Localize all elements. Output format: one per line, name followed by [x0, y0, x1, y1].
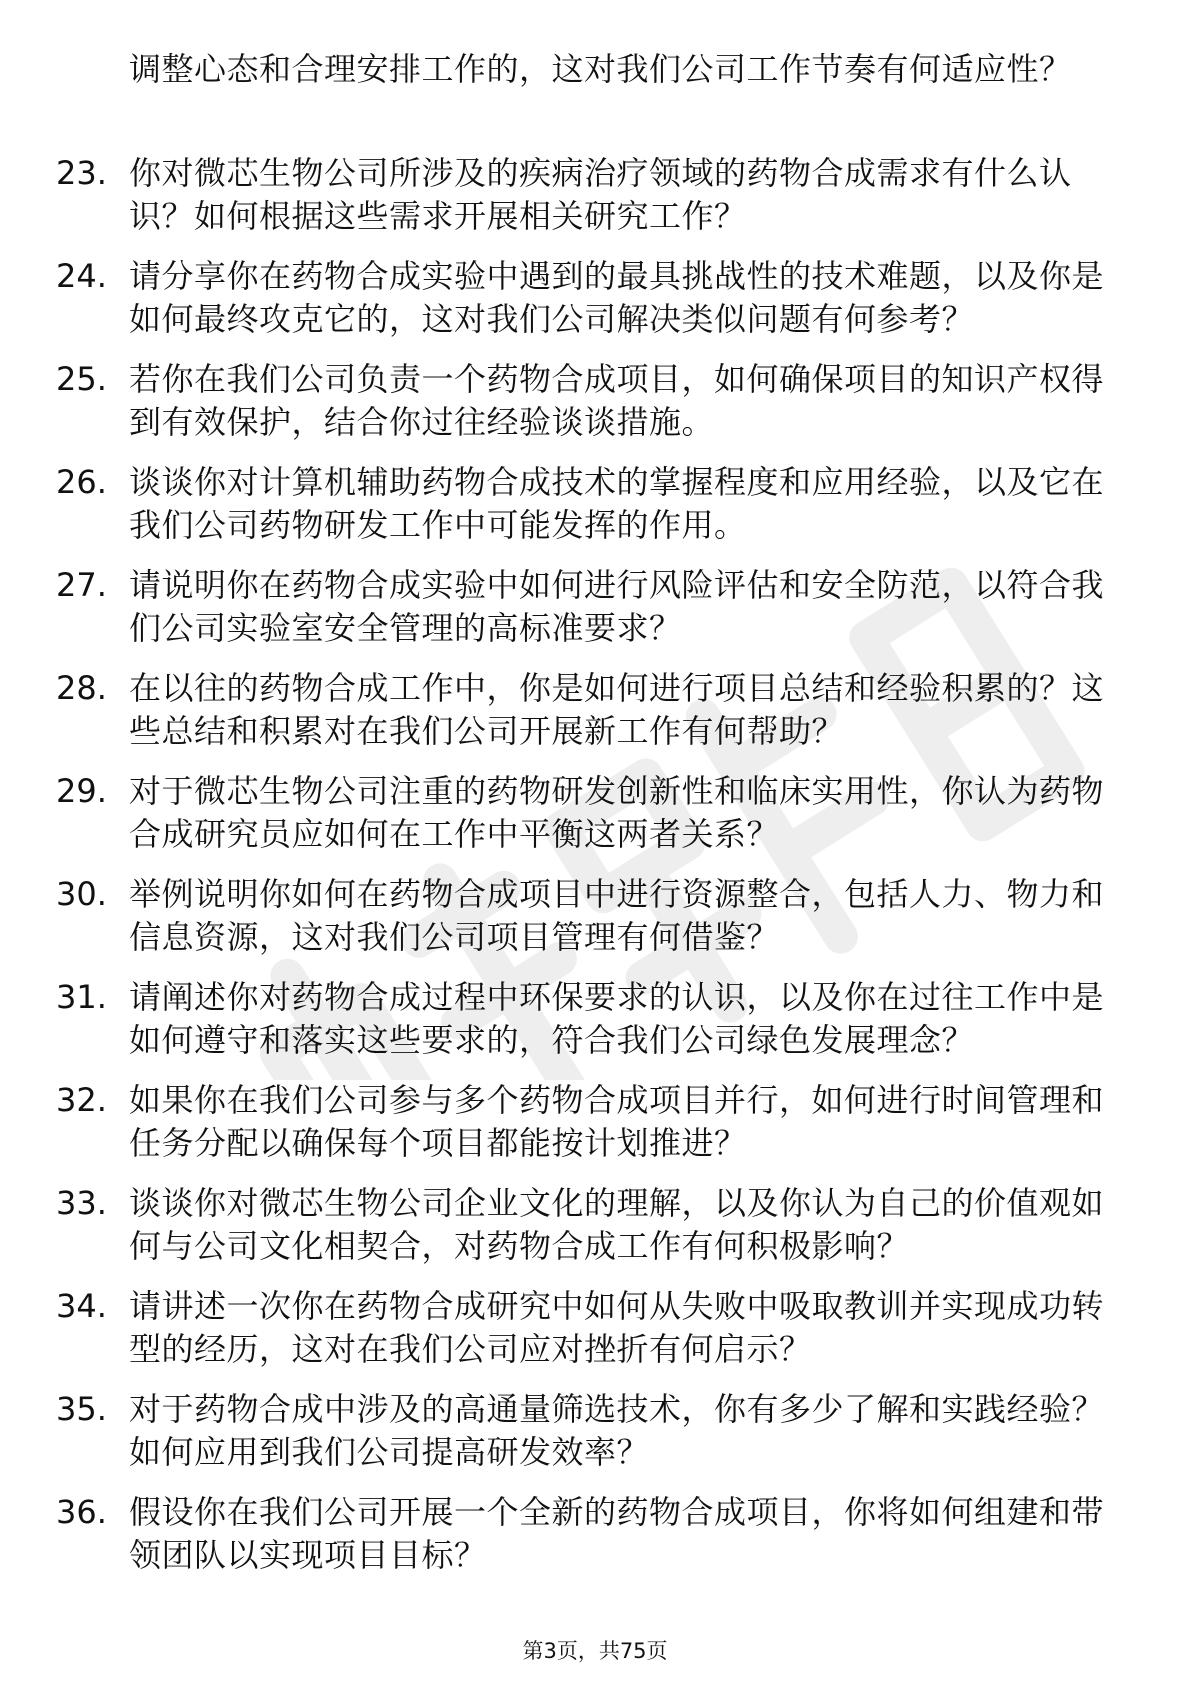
- list-item: [56, 461, 1136, 564]
- continuation-text: 调整心态和合理安排工作的，这对我们公司工作节奏有何适应性？: [129, 50, 1072, 88]
- list-item: [56, 1388, 1136, 1491]
- question-number: 29.: [56, 772, 107, 810]
- question-text: 若你在我们公司负责一个药物合成项目，如何确保项目的知识产权得到有效保护，结合你过往经验谈谈措施。: [129, 360, 1105, 441]
- list-item: [56, 873, 1136, 976]
- list-item: [56, 976, 1136, 1079]
- list-item: [56, 770, 1136, 873]
- question-number: 25.: [56, 360, 107, 398]
- question-text: 谈谈你对微芯生物公司企业文化的理解，以及你认为自己的价值观如何与公司文化相契合，对药物合成工作有何积极影响？: [129, 1184, 1105, 1265]
- question-number: 26.: [56, 463, 107, 501]
- question-text: 请阐述你对药物合成过程中环保要求的认识，以及你在过往工作中是如何遵守和落实这些要求的，符合我们公司绿色发展理念？: [129, 978, 1105, 1059]
- list-item: [56, 152, 1136, 255]
- question-text: 请分享你在药物合成实验中遇到的最具挑战性的技术难题，以及你是如何最终攻克它的，这对我们公司解决类似问题有何参考？: [129, 257, 1105, 338]
- question-number: 34.: [56, 1287, 107, 1325]
- list-item: [56, 667, 1136, 770]
- question-text: 假设你在我们公司开展一个全新的药物合成项目，你将如何组建和带领团队以实现项目目标？: [129, 1493, 1105, 1574]
- list-item: [56, 1491, 1136, 1594]
- list-item: [56, 358, 1136, 461]
- list-item: [56, 1182, 1136, 1285]
- question-number: 23.: [56, 154, 107, 192]
- question-number: 31.: [56, 978, 107, 1016]
- question-number: 28.: [56, 669, 107, 707]
- question-text: 请讲述一次你在药物合成研究中如何从失败中吸取教训并实现成功转型的经历，这对在我们公司应对挫折有何启示？: [129, 1287, 1105, 1368]
- question-text: 你对微芯生物公司所涉及的疾病治疗领域的药物合成需求有什么认识？如何根据这些需求开展相关研究工作？: [129, 154, 1072, 235]
- question-number: 24.: [56, 257, 107, 295]
- list-item: [56, 1079, 1136, 1182]
- list-item: [56, 255, 1136, 358]
- list-item: [56, 1285, 1136, 1388]
- question-number: 35.: [56, 1390, 107, 1428]
- question-text: 在以往的药物合成工作中，你是如何进行项目总结和经验积累的？这些总结和积累对在我们公司开展新工作有何帮助？: [129, 669, 1105, 750]
- question-text: 对于药物合成中涉及的高通量筛选技术，你有多少了解和实践经验？如何应用到我们公司提高研发效率？: [129, 1390, 1105, 1471]
- question-number: 32.: [56, 1081, 107, 1119]
- question-text: 谈谈你对计算机辅助药物合成技术的掌握程度和应用经验，以及它在我们公司药物研发工作中可能发挥的作用。: [129, 463, 1105, 544]
- question-number: 27.: [56, 566, 107, 604]
- list-item: [56, 564, 1136, 667]
- question-text: 如果你在我们公司参与多个药物合成项目并行，如何进行时间管理和任务分配以确保每个项目都能按计划推进？: [129, 1081, 1105, 1162]
- question-text: 请说明你在药物合成实验中如何进行风险评估和安全防范，以符合我们公司实验室安全管理的高标准要求？: [129, 566, 1105, 647]
- page-footer: 第3页，共75页: [522, 1639, 668, 1663]
- question-number: 36.: [56, 1493, 107, 1531]
- question-list: [56, 152, 1136, 1594]
- question-text: 举例说明你如何在药物合成项目中进行资源整合，包括人力、物力和信息资源，这对我们公司项目管理有何借鉴？: [129, 875, 1105, 956]
- question-number: 30.: [56, 875, 107, 913]
- question-number: 33.: [56, 1184, 107, 1222]
- question-text: 对于微芯生物公司注重的药物研发创新性和临床实用性，你认为药物合成研究员应如何在工作中平衡这两者关系？: [129, 772, 1105, 853]
